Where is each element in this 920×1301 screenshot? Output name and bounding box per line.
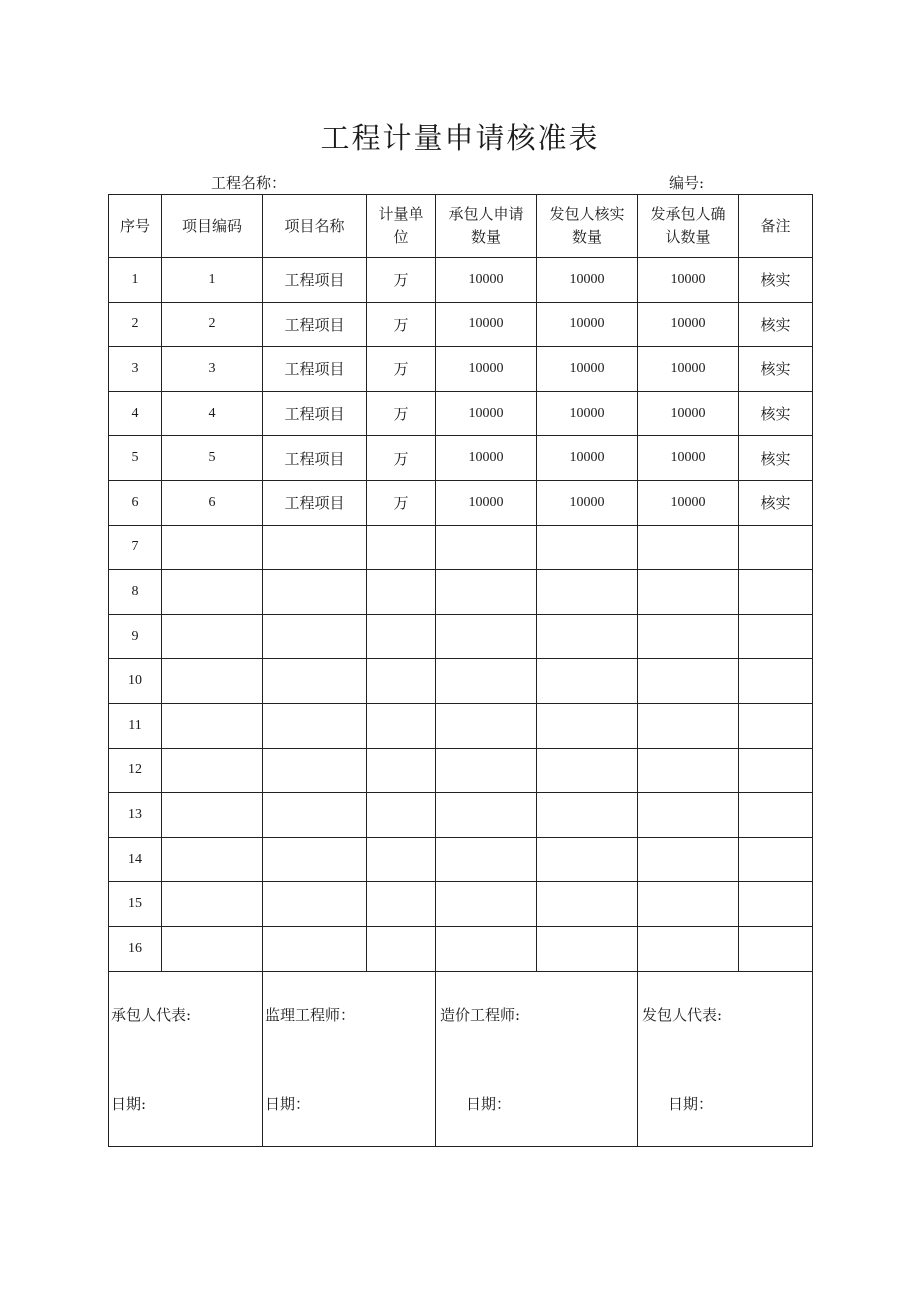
table-row — [109, 793, 813, 838]
table-header-row — [109, 195, 813, 258]
signature-cell-cost-engineer — [436, 970, 638, 1147]
cell-verify-qty: 10000 — [537, 347, 638, 392]
cell-seq: 15 — [109, 882, 162, 927]
cell-seq: 8 — [109, 570, 162, 615]
cell-name: 工程项目 — [263, 480, 367, 525]
supervisor-label: 监理工程师： — [265, 1006, 356, 1024]
cell-seq: 1 — [109, 258, 162, 303]
cell-confirm-qty — [638, 793, 739, 838]
cell-verify-qty — [537, 882, 638, 927]
cell-name: 工程项目 — [263, 302, 367, 347]
cell-verify-qty — [537, 703, 638, 748]
cell-unit — [367, 659, 436, 704]
cell-code — [162, 703, 263, 748]
document-number-label: 编号: — [669, 174, 705, 192]
cell-remark: 核实 — [739, 391, 813, 436]
cell-apply-qty — [436, 659, 537, 704]
cell-name — [263, 659, 367, 704]
cell-unit — [367, 926, 436, 971]
cell-confirm-qty: 10000 — [638, 258, 739, 303]
signature-cell-employer — [638, 970, 813, 1147]
cell-verify-qty — [537, 837, 638, 882]
cell-apply-qty — [436, 882, 537, 927]
cell-name — [263, 837, 367, 882]
cell-remark: 核实 — [739, 480, 813, 525]
cell-seq: 16 — [109, 926, 162, 971]
cell-verify-qty — [537, 926, 638, 971]
table-row — [109, 659, 813, 704]
table-row — [109, 703, 813, 748]
cell-code — [162, 570, 263, 615]
cell-seq: 5 — [109, 436, 162, 481]
cell-code: 5 — [162, 436, 263, 481]
cell-seq: 13 — [109, 793, 162, 838]
header-confirm-qty — [638, 195, 739, 258]
cell-code — [162, 525, 263, 570]
cell-code: 4 — [162, 391, 263, 436]
cell-remark — [739, 525, 813, 570]
cell-verify-qty — [537, 748, 638, 793]
header-unit — [367, 195, 436, 258]
cell-remark — [739, 926, 813, 971]
table-row — [109, 347, 813, 392]
header-unit-line1: 计量单 — [378, 205, 424, 223]
cell-unit — [367, 748, 436, 793]
project-name-label: 工程名称： — [211, 174, 287, 192]
cell-name: 工程项目 — [263, 258, 367, 303]
cell-name — [263, 793, 367, 838]
cell-name — [263, 882, 367, 927]
cell-name: 工程项目 — [263, 391, 367, 436]
cell-apply-qty — [436, 614, 537, 659]
cell-unit: 万 — [367, 347, 436, 392]
cell-apply-qty: 10000 — [436, 480, 537, 525]
cell-verify-qty: 10000 — [537, 436, 638, 481]
cell-apply-qty — [436, 926, 537, 971]
cell-seq: 3 — [109, 347, 162, 392]
table-row — [109, 436, 813, 481]
table-row — [109, 302, 813, 347]
cell-seq: 10 — [109, 659, 162, 704]
cell-confirm-qty: 10000 — [638, 436, 739, 481]
cell-confirm-qty — [638, 614, 739, 659]
cell-remark — [739, 659, 813, 704]
cell-code: 2 — [162, 302, 263, 347]
cell-code: 3 — [162, 347, 263, 392]
cell-name — [263, 703, 367, 748]
cell-name — [263, 926, 367, 971]
header-contractor-line1: 承包人申请 — [448, 205, 524, 223]
cell-seq: 6 — [109, 480, 162, 525]
cell-apply-qty: 10000 — [436, 347, 537, 392]
cell-name — [263, 570, 367, 615]
cell-verify-qty — [537, 525, 638, 570]
cell-unit: 万 — [367, 302, 436, 347]
cell-code — [162, 926, 263, 971]
cell-name: 工程项目 — [263, 436, 367, 481]
cell-unit — [367, 570, 436, 615]
measurement-table — [108, 194, 813, 972]
cell-name — [263, 614, 367, 659]
cell-unit — [367, 525, 436, 570]
cell-confirm-qty — [638, 570, 739, 615]
table-row — [109, 882, 813, 927]
cell-seq: 7 — [109, 525, 162, 570]
cell-unit: 万 — [367, 258, 436, 303]
cell-remark: 核实 — [739, 436, 813, 481]
header-unit-line2: 位 — [393, 228, 409, 246]
cell-apply-qty: 10000 — [436, 258, 537, 303]
cell-confirm-qty — [638, 926, 739, 971]
cell-unit — [367, 703, 436, 748]
cell-unit — [367, 882, 436, 927]
cell-verify-qty — [537, 614, 638, 659]
header-employer-line2: 数量 — [571, 228, 602, 246]
cell-name: 工程项目 — [263, 347, 367, 392]
signature-row — [109, 970, 813, 1147]
cell-confirm-qty — [638, 703, 739, 748]
cell-seq: 2 — [109, 302, 162, 347]
cell-confirm-qty — [638, 525, 739, 570]
cell-confirm-qty — [638, 748, 739, 793]
table-row — [109, 614, 813, 659]
cell-code — [162, 614, 263, 659]
header-employer-line1: 发包人核实 — [549, 205, 625, 223]
table-row — [109, 391, 813, 436]
cell-confirm-qty — [638, 659, 739, 704]
table-row — [109, 837, 813, 882]
header-name: 项目名称 — [263, 195, 367, 258]
signature-cell-supervisor — [263, 970, 436, 1147]
contractor-date-label: 日期: — [111, 1095, 147, 1113]
cell-unit: 万 — [367, 391, 436, 436]
cell-seq: 9 — [109, 614, 162, 659]
header-contractor-qty — [436, 195, 537, 258]
cell-confirm-qty: 10000 — [638, 302, 739, 347]
cell-code: 6 — [162, 480, 263, 525]
cell-seq: 14 — [109, 837, 162, 882]
cell-verify-qty: 10000 — [537, 258, 638, 303]
cell-verify-qty: 10000 — [537, 480, 638, 525]
cell-remark — [739, 882, 813, 927]
page-title: 工程计量申请核准表 — [320, 121, 600, 155]
cell-remark — [739, 793, 813, 838]
cell-seq: 4 — [109, 391, 162, 436]
cell-code: 1 — [162, 258, 263, 303]
cell-apply-qty — [436, 570, 537, 615]
cell-verify-qty — [537, 659, 638, 704]
cell-unit — [367, 793, 436, 838]
cell-remark: 核实 — [739, 258, 813, 303]
table-row — [109, 525, 813, 570]
cell-remark — [739, 748, 813, 793]
employer-date-label: 日期： — [668, 1095, 714, 1113]
header-employer-qty — [537, 195, 638, 258]
header-contractor-line2: 数量 — [470, 228, 501, 246]
cell-unit: 万 — [367, 480, 436, 525]
signature-table — [108, 970, 813, 1147]
cell-verify-qty — [537, 570, 638, 615]
cell-unit: 万 — [367, 436, 436, 481]
cell-unit — [367, 837, 436, 882]
cell-remark: 核实 — [739, 347, 813, 392]
cell-apply-qty — [436, 793, 537, 838]
contractor-rep-label: 承包人代表: — [111, 1006, 192, 1024]
table-row — [109, 748, 813, 793]
cell-apply-qty — [436, 748, 537, 793]
cell-apply-qty — [436, 837, 537, 882]
cell-unit — [367, 614, 436, 659]
cell-name — [263, 525, 367, 570]
cell-remark: 核实 — [739, 302, 813, 347]
signature-cell-contractor — [109, 970, 263, 1147]
cell-remark — [739, 837, 813, 882]
cell-seq: 11 — [109, 703, 162, 748]
cell-apply-qty: 10000 — [436, 391, 537, 436]
cell-confirm-qty — [638, 882, 739, 927]
header-remark: 备注 — [739, 195, 813, 258]
table-row — [109, 258, 813, 303]
cell-apply-qty — [436, 525, 537, 570]
table-row — [109, 570, 813, 615]
cell-code — [162, 659, 263, 704]
table-row — [109, 926, 813, 971]
cost-engineer-date-label: 日期： — [466, 1095, 512, 1113]
table-row — [109, 480, 813, 525]
header-confirm-line1: 发承包人确 — [650, 205, 726, 223]
supervisor-date-label: 日期： — [265, 1095, 311, 1113]
cell-seq: 12 — [109, 748, 162, 793]
header-confirm-line2: 认数量 — [665, 228, 711, 246]
cell-verify-qty — [537, 793, 638, 838]
cell-apply-qty — [436, 703, 537, 748]
cell-verify-qty: 10000 — [537, 391, 638, 436]
cell-apply-qty: 10000 — [436, 436, 537, 481]
cell-code — [162, 882, 263, 927]
cell-confirm-qty: 10000 — [638, 391, 739, 436]
cost-engineer-label: 造价工程师: — [440, 1006, 521, 1024]
cell-remark — [739, 614, 813, 659]
header-seq: 序号 — [109, 195, 162, 258]
cell-apply-qty: 10000 — [436, 302, 537, 347]
cell-code — [162, 837, 263, 882]
cell-code — [162, 793, 263, 838]
header-code: 项目编码 — [162, 195, 263, 258]
cell-verify-qty: 10000 — [537, 302, 638, 347]
cell-name — [263, 748, 367, 793]
cell-confirm-qty: 10000 — [638, 480, 739, 525]
cell-code — [162, 748, 263, 793]
cell-remark — [739, 703, 813, 748]
cell-confirm-qty: 10000 — [638, 347, 739, 392]
employer-rep-label: 发包人代表: — [642, 1006, 723, 1024]
cell-confirm-qty — [638, 837, 739, 882]
cell-remark — [739, 570, 813, 615]
